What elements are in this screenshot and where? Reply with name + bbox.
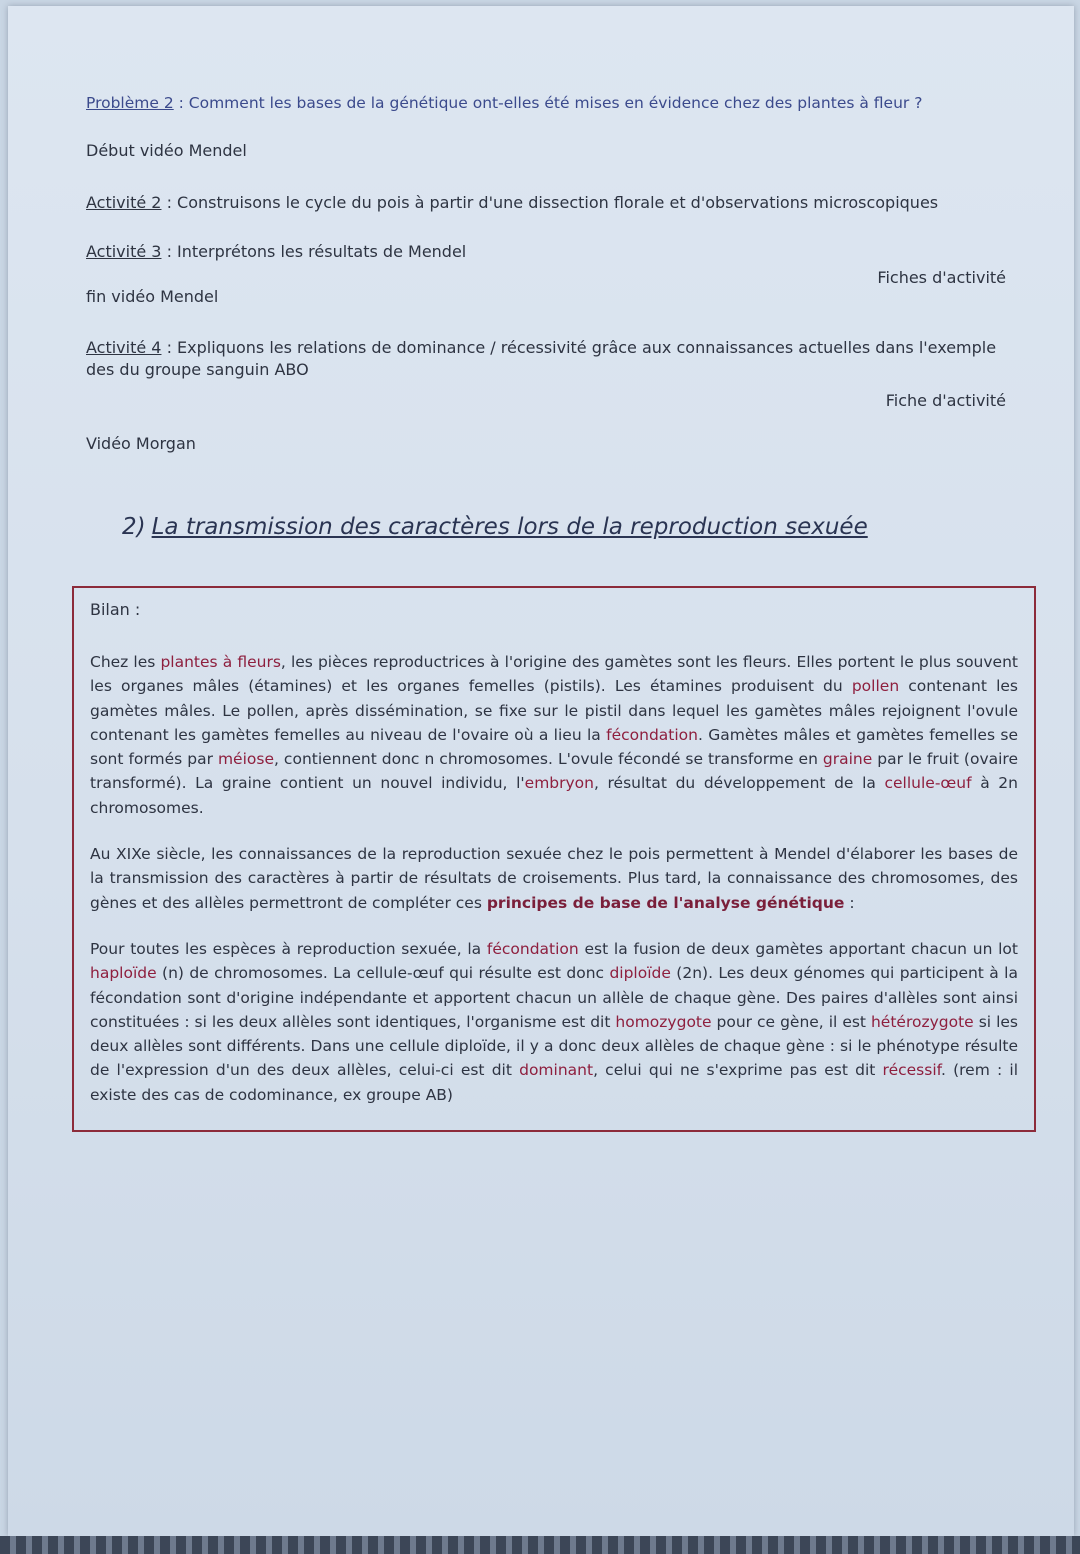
bilan-keyword: fécondation [486,939,579,958]
bilan-text-run: , contiennent donc n chromosomes. L'ovule fécondé se transforme en [274,750,823,769]
activite-4-line [86,337,1006,381]
activite-2-text: : Construisons le cycle du pois à partir d'une dissection florale et d'observations microscopiques [161,193,939,212]
activite-3-line [86,241,466,263]
bilan-keyword: embryon [524,774,594,793]
bilan-text-run: Au XIXe siècle, les connaissances de la reproduction sexuée chez le pois permettent à Mendel d'élaborer les bases de la transmission des caractères à partir de résultats de croisements. Plus tard, la connaissance des chromosomes, des gènes et des allèles permettront de compléter ces [90,845,1018,912]
activite-2-line [86,192,938,214]
bilan-text-run: si les deux allèles sont différents. Dans une cellule diploïde, il y a donc deux allèles de chaque gène : si le phénotype résulte de l'expression d'un des deux allèles, celui-ci est dit [90,1012,1018,1080]
bilan-label: Bilan : [90,600,141,619]
bilan-text-run: pour ce gène, il est [711,1012,871,1031]
activite-2-label: Activité 2 [86,193,162,212]
bilan-keyword: plantes à fleurs [160,653,281,671]
bilan-text-run: à 2n chromosomes. [90,774,1018,817]
bilan-keyword: cellule-œuf [884,774,972,793]
bilan-box [72,586,1036,1132]
bilan-text-run: : [844,893,855,912]
bilan-text-run: , celui qui ne s'exprime pas est dit [593,1061,883,1080]
bilan-keyword: dominant [519,1061,594,1080]
activite-4-text: : Expliquons les relations de dominance / récessivité grâce aux connaissances actuelles dans l'exemple des du groupe sanguin ABO [86,338,997,379]
bilan-paragraph-2 [90,842,1018,915]
bilan-text-run: par le fruit (ovaire transformé). La graine contient un nouvel individu, l' [90,750,1019,793]
probleme-text: : Comment les bases de la génétique ont-elles été mises en évidence chez des plantes à fleur ? [173,94,923,112]
video-morgan-line: Vidéo Morgan [86,434,196,453]
fiche-activite-note: Fiche d'activité [885,391,1006,410]
bilan-text-run: (2n). Les deux génomes qui participent à la fécondation sont d'origine indépendante et apportent chacun un allèle de chaque gène. Des paires d'allèles sont ainsi constituées : si les deux allèles sont identiques, l'organisme est dit [90,964,1018,1031]
bilan-text [90,650,1018,1129]
bilan-keyword: méiose [217,750,274,769]
section-title-text: La transmission des caractères lors de la reproduction sexuée [151,514,868,540]
bilan-text-run: . Gamètes mâles et gamètes femelles se sont formés par [90,725,1018,769]
bilan-paragraph-1 [90,650,1018,820]
bilan-keyword: hétérozygote [870,1012,974,1031]
bilan-text-run: Chez les [90,653,161,671]
bilan-text-run: (n) de chromosomes. La cellule-œuf qui résulte est donc [156,964,610,983]
bilan-keyword: fécondation [606,725,698,744]
bilan-text-run: Pour toutes les espèces à reproduction sexuée, la [90,939,487,958]
bilan-text-run: . (rem : il existe des cas de codominance, ex groupe AB) [90,1061,1018,1104]
document-page [8,6,1074,1536]
probleme-line [86,92,922,114]
bilan-text-run: est la fusion de deux gamètes apportant chacun un lot [578,939,1018,958]
section-number: 2) [122,514,146,540]
bilan-text-run: , les pièces reproductrices à l'origine des gamètes sont les fleurs. Elles portent le plus souvent les organes mâles (étamines) et les organes femelles (pistils). Les étamines produisent du [90,653,1018,696]
bilan-keyword: pollen [851,677,900,696]
activite-3-label: Activité 3 [86,242,162,261]
bilan-keyword: récessif [882,1061,941,1080]
fiches-activite-note: Fiches d'activité [877,268,1006,287]
bilan-keyword: homozygote [615,1012,712,1031]
activite-3-text: : Interprétons les résultats de Mendel [161,242,467,261]
fin-video-line: fin vidéo Mendel [86,287,219,306]
probleme-label: Problème 2 [86,94,174,112]
page-bottom-edge [0,1536,1080,1554]
bilan-text-run: contenant les gamètes mâles. Le pollen, après dissémination, se fixe sur le pistil dans lequel les gamètes mâles rejoignent l'ovule contenant les gamètes femelles au niveau de l'ovaire où a lieu la [90,677,1019,744]
bilan-keyword: haploïde [90,964,157,983]
bilan-keyword: graine [822,750,873,769]
debut-video-line: Début vidéo Mendel [86,141,247,160]
bilan-keyword: diploïde [609,964,671,983]
bilan-bold-keyword: principes de base de l'analyse génétique [486,893,845,912]
bilan-paragraph-3 [90,937,1018,1107]
bilan-text-run: , résultat du développement de la [593,774,885,793]
section-heading [122,514,868,540]
activite-4-label: Activité 4 [86,338,162,357]
